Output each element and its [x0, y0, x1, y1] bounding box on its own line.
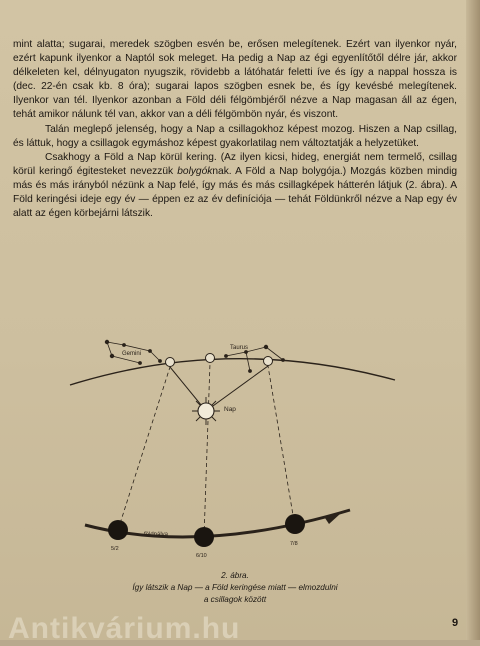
sight-lines [118, 363, 295, 537]
body-text [13, 38, 457, 221]
sun-image-3 [264, 357, 273, 366]
watermark: Antikvárium.hu [8, 612, 241, 645]
paragraph-3-part-2: nak. A Föld a Nap bolygója.) Mozgás közben mindig más és más irányból nézünk a Nap felé, így más és más csillagképek hátterén látjuk (2. ábra). A Föld keringési ideje egy év — éppen ez az év definíciója — tehát Földünkről nézve a Nap egy év alatt az égen körbejárni látszik. [13, 165, 458, 220]
sun-image-2 [206, 354, 215, 363]
figure-number: 2. ábra. [221, 571, 249, 580]
date-label-2: 6/10 [196, 553, 207, 559]
caption-line-2: a csillagok között [203, 595, 267, 604]
earth-position-1 [108, 520, 128, 540]
sun-image-1 [166, 358, 175, 367]
sun-rays-lines [170, 366, 268, 411]
paragraph-3-italic: bolygók [177, 165, 213, 177]
sky-arc [70, 359, 395, 385]
sun-label: Nap [224, 406, 236, 413]
orbit-diagram [0, 325, 480, 570]
gemini-label: Gemini [122, 351, 142, 357]
date-label-1: 5/2 [111, 546, 119, 552]
taurus-label: Taurus [230, 345, 249, 351]
caption-line-1: Így látszik a Nap — a Föld keringése miatt — elmozdulni [132, 583, 338, 592]
sun-icon [192, 397, 220, 425]
paragraph-1: mint alatta; sugarai, meredek szögben esvén be, erősen melegítenek. Ezért van ilyenkor nyár, ezért kapunk ilyenkor a Naptól sok meleget. Ha pedig a Nap az égi egyenlítőtől délre jár, akkor délkeleten kel, délnyugaton nyugszik, rövidebb a látóhatár feletti íve és így a nappal hossza is (dec. 22-én csak kb. 8 óra); sugarai lapos szögben esnek be, és így kevésbé melegítenek. Ilyenkor van tél. Ilyenkor azonban a Föld déli félgömbjéről nézve a Nap magasan áll az égen, tehát amikor nálunk tél van, akkor van a déli félgömbön nyár, és viszont. [13, 39, 457, 121]
orbit-label: földpálya [144, 532, 169, 538]
earth-position-2 [194, 527, 214, 547]
earth-position-3 [285, 514, 305, 534]
paragraph-3-part-1: Csakhogy a Föld a Nap körül kering. (Az ilyen kicsi, hideg, energiát nem termelő, csillag körül keringő égitesteket nevezzük [13, 151, 457, 177]
paragraph-2: Talán meglepő jelenség, hogy a Nap a csillagokhoz képest mozog. Hiszen a Nap csillag, és láttuk, hogy a csillagok egymáshoz képest gyakorlatilag nem változtatják a helyzetüket. [13, 123, 457, 149]
page-number: 9 [452, 617, 459, 629]
paragraph-3 [13, 151, 457, 221]
date-label-3: 7/8 [290, 541, 298, 547]
figure-caption [70, 570, 400, 606]
